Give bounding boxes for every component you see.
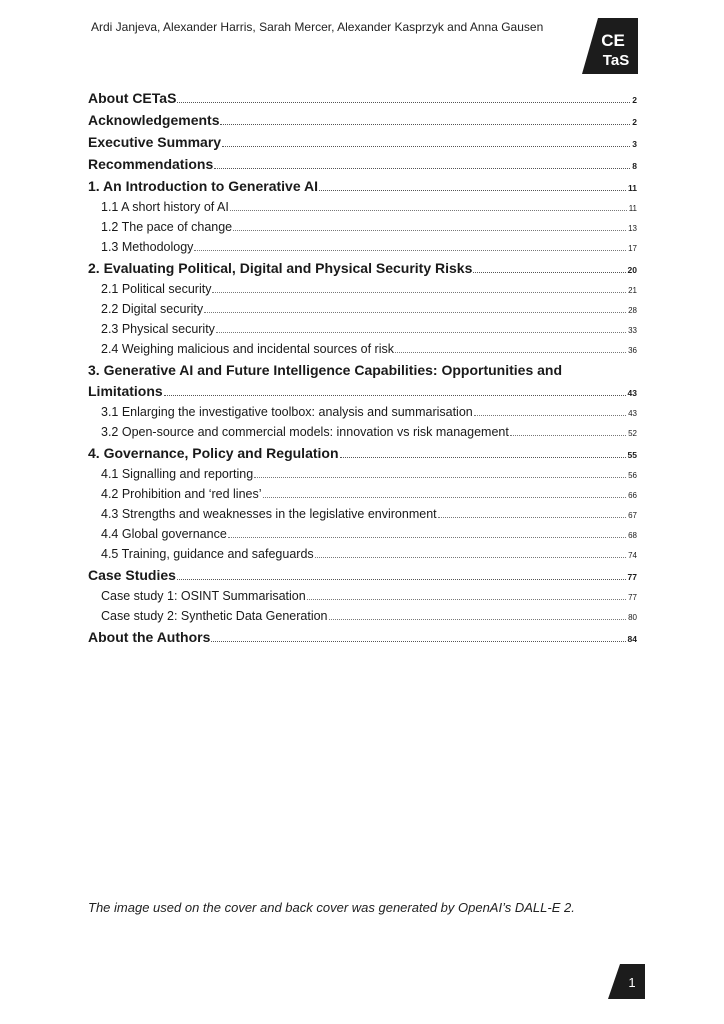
toc-entry-title: Recommendations — [88, 156, 214, 172]
toc-entry-page: 66 — [628, 491, 637, 500]
logo-text-top: CE — [601, 31, 625, 50]
toc-leader-dots — [319, 190, 626, 191]
toc-leader-dots — [230, 210, 627, 211]
logo-text-bottom: TaS — [602, 52, 630, 69]
toc-entry-page: 20 — [627, 265, 637, 275]
toc-entry-page: 2 — [632, 117, 637, 127]
toc-entry-section-4-2[interactable] — [88, 487, 637, 507]
toc-leader-dots — [216, 332, 626, 333]
toc-entry-section-2-1[interactable] — [88, 282, 637, 302]
toc-entry-title: Executive Summary — [88, 134, 222, 150]
toc-entry-title: 2. Evaluating Political, Digital and Physical Security Risks — [88, 260, 473, 276]
toc-entry-case-studies[interactable] — [88, 567, 637, 589]
table-of-contents — [88, 90, 637, 651]
toc-leader-dots — [307, 599, 626, 600]
toc-entry-case-study-1[interactable] — [88, 589, 637, 609]
toc-entry-section-1-3[interactable] — [88, 240, 637, 260]
toc-entry-title-line-2 — [88, 383, 637, 405]
toc-leader-dots — [233, 230, 626, 231]
toc-entry-section-3-2[interactable] — [88, 425, 637, 445]
toc-entry-section-2-4[interactable] — [88, 342, 637, 362]
toc-entry-page: 52 — [628, 429, 637, 438]
toc-entry-page: 55 — [627, 450, 637, 460]
toc-entry-page: 33 — [628, 326, 637, 335]
toc-entry-section-4-1[interactable] — [88, 467, 637, 487]
toc-leader-dots — [263, 497, 627, 498]
toc-entry-page: 74 — [628, 551, 637, 560]
toc-entry-section-1[interactable] — [88, 178, 637, 200]
toc-leader-dots — [212, 292, 626, 293]
toc-leader-dots — [204, 312, 626, 313]
toc-entry-title: 1.3 Methodology — [101, 240, 194, 254]
toc-entry-section-3[interactable] — [88, 362, 637, 405]
toc-entry-page: 68 — [628, 531, 637, 540]
toc-entry-title: 4.1 Signalling and reporting — [101, 467, 254, 481]
toc-leader-dots — [510, 435, 626, 436]
toc-leader-dots — [211, 641, 625, 642]
toc-entry-section-3-1[interactable] — [88, 405, 637, 425]
toc-leader-dots — [395, 352, 626, 353]
toc-entry-section-2[interactable] — [88, 260, 637, 282]
running-header-authors: Ardi Janjeva, Alexander Harris, Sarah Mercer, Alexander Kasprzyk and Anna Gausen — [91, 20, 544, 34]
toc-entry-page: 11 — [628, 183, 637, 193]
toc-leader-dots — [177, 579, 626, 580]
toc-entry-recommendations[interactable] — [88, 156, 637, 178]
toc-entry-page: 67 — [628, 511, 637, 520]
toc-entry-title: Case study 1: OSINT Summarisation — [101, 589, 306, 603]
toc-entry-title: 2.1 Political security — [101, 282, 212, 296]
toc-entry-title-line-1: 3. Generative AI and Future Intelligence Capabilities: Opportunities and — [88, 362, 563, 378]
cover-image-footnote: The image used on the cover and back cover was generated by OpenAI’s DALL-E 2. — [88, 900, 575, 915]
toc-entry-section-1-2[interactable] — [88, 220, 637, 240]
toc-leader-dots — [438, 517, 626, 518]
toc-entry-acknowledgements[interactable] — [88, 112, 637, 134]
toc-entry-page: 2 — [632, 95, 637, 105]
toc-leader-dots — [214, 168, 630, 169]
toc-entry-title: 2.3 Physical security — [101, 322, 215, 336]
toc-entry-title: 1.1 A short history of AI — [101, 200, 229, 214]
cetas-logo — [582, 18, 638, 74]
toc-entry-page: 56 — [628, 471, 637, 480]
toc-entry-page: 17 — [628, 244, 637, 253]
toc-entry-section-4-4[interactable] — [88, 527, 637, 547]
toc-entry-title: 3.2 Open-source and commercial models: innovation vs risk management — [101, 425, 509, 439]
toc-entry-page: 21 — [628, 286, 637, 295]
toc-entry-title: 4.2 Prohibition and ‘red lines’ — [101, 487, 262, 501]
toc-leader-dots — [340, 457, 626, 458]
toc-entry-page: 43 — [627, 388, 637, 398]
toc-entry-page: 77 — [628, 593, 637, 602]
toc-entry-title: Case study 2: Synthetic Data Generation — [101, 609, 328, 623]
toc-entry-title: About the Authors — [88, 629, 211, 645]
toc-entry-page: 43 — [628, 409, 637, 418]
toc-entry-title: 4.3 Strengths and weaknesses in the legislative environment — [101, 507, 437, 521]
toc-entry-executive-summary[interactable] — [88, 134, 637, 156]
toc-entry-title: 4.4 Global governance — [101, 527, 227, 541]
toc-entry-section-2-2[interactable] — [88, 302, 637, 322]
toc-leader-dots — [474, 415, 626, 416]
toc-entry-title: 2.2 Digital security — [101, 302, 204, 316]
toc-entry-title: Limitations — [88, 383, 163, 399]
toc-leader-dots — [473, 272, 625, 273]
toc-entry-page: 36 — [628, 346, 637, 355]
toc-leader-dots — [220, 124, 630, 125]
toc-leader-dots — [222, 146, 630, 147]
toc-entry-title: Case Studies — [88, 567, 176, 583]
toc-entry-title: 4.5 Training, guidance and safeguards — [101, 547, 314, 561]
toc-leader-dots — [329, 619, 627, 620]
toc-entry-page: 84 — [627, 634, 637, 644]
toc-entry-section-1-1[interactable] — [88, 200, 637, 220]
toc-entry-page: 77 — [627, 572, 637, 582]
toc-entry-page: 13 — [628, 224, 637, 233]
toc-entry-page: 8 — [632, 161, 637, 171]
toc-entry-title: 2.4 Weighing malicious and incidental sources of risk — [101, 342, 394, 356]
toc-leader-dots — [194, 250, 626, 251]
toc-entry-page: 3 — [632, 139, 637, 149]
toc-entry-title: About CETaS — [88, 90, 177, 106]
toc-entry-title: 1. An Introduction to Generative AI — [88, 178, 318, 194]
toc-leader-dots — [164, 395, 626, 396]
toc-entry-page: 28 — [628, 306, 637, 315]
toc-entry-page: 11 — [628, 204, 637, 213]
toc-leader-dots — [315, 557, 626, 558]
toc-entry-section-4-5[interactable] — [88, 547, 637, 567]
toc-entry-section-2-3[interactable] — [88, 322, 637, 342]
toc-entry-title: 3.1 Enlarging the investigative toolbox: analysis and summarisation — [101, 405, 473, 419]
toc-leader-dots — [177, 102, 630, 103]
toc-entry-section-4-3[interactable] — [88, 507, 637, 527]
toc-entry-section-4[interactable] — [88, 445, 637, 467]
toc-entry-title: 4. Governance, Policy and Regulation — [88, 445, 339, 461]
toc-entry-about-the-authors[interactable] — [88, 629, 637, 651]
page-number: 1 — [628, 975, 636, 990]
toc-leader-dots — [228, 537, 626, 538]
toc-entry-title: 1.2 The pace of change — [101, 220, 233, 234]
toc-leader-dots — [254, 477, 626, 478]
toc-entry-page: 80 — [628, 613, 637, 622]
toc-entry-case-study-2[interactable] — [88, 609, 637, 629]
toc-entry-title: Acknowledgements — [88, 112, 220, 128]
toc-entry-about-cetas[interactable] — [88, 90, 637, 112]
